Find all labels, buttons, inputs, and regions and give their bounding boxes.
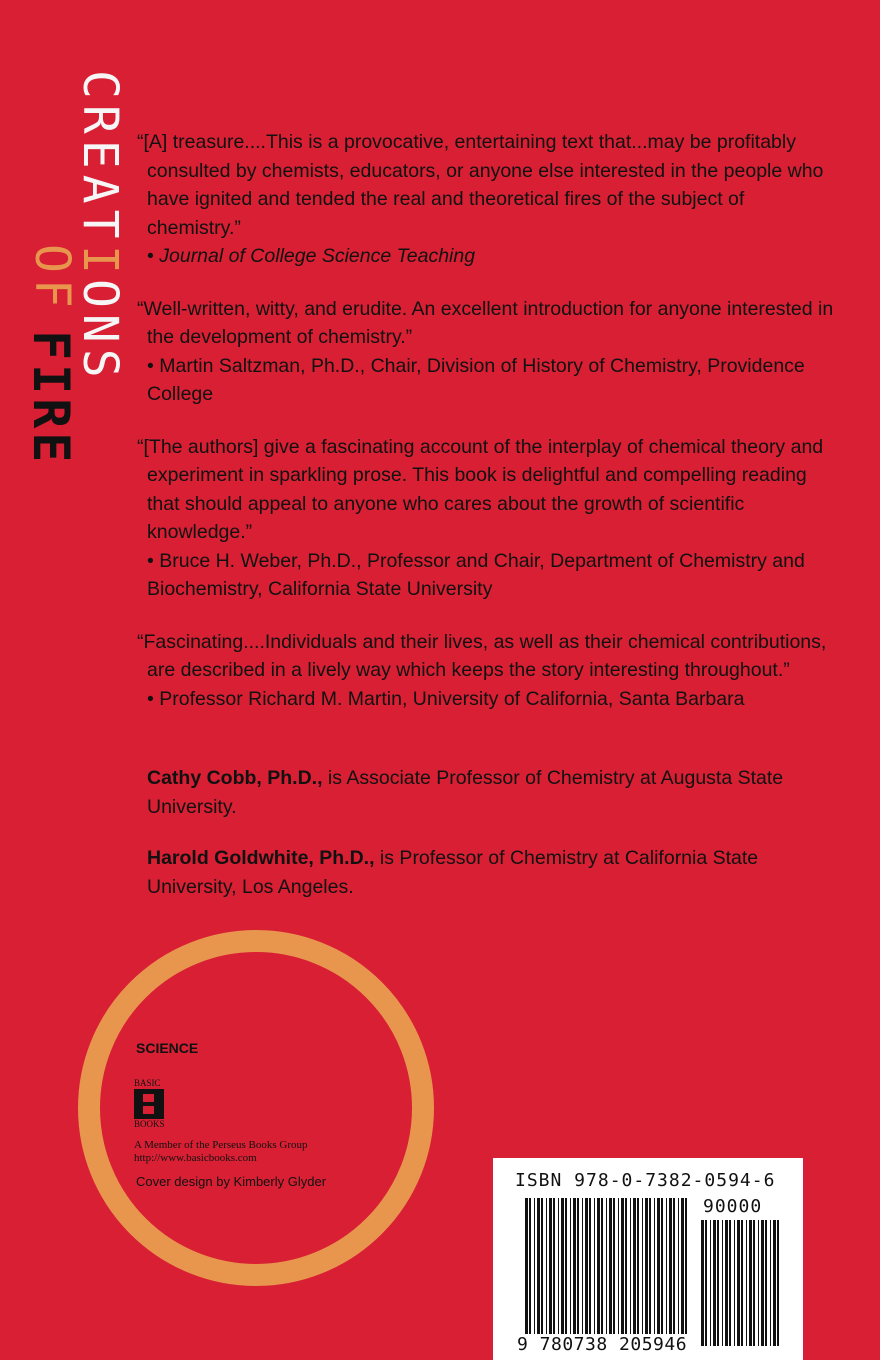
author-bio-text: is Associate Professor of Chemistry at Augusta State University.: [147, 767, 784, 818]
quote-text: “Well-written, witty, and erudite. An excellent introduction for anyone interested in the development of chemistry.”: [137, 297, 834, 348]
quote-source: • Martin Saltzman, Ph.D., Chair, Division of History of Chemistry, Providence College: [147, 354, 805, 405]
ean-barcode-icon: [525, 1198, 691, 1346]
barcode-box: [493, 1158, 803, 1360]
quote-text: “[A] treasure....This is a provocative, entertaining text that...may be profitably consulted by chemists, educators, or anyone else interested in the people who have ignited and tended the real and theoretical fires of the subject of chemistry.”: [137, 131, 824, 239]
quote-2: [137, 295, 837, 409]
logo-text-basic: BASIC: [134, 1078, 161, 1088]
publisher-member-line: A Member of the Perseus Books Group: [134, 1139, 308, 1151]
title-creations: [72, 70, 128, 385]
quote-text: “Fascinating....Individuals and their lives, as well as their chemical contributions, are described in a lively way which keeps the story interesting throughout.”: [137, 630, 827, 681]
publisher-url: http://www.basicbooks.com: [134, 1152, 257, 1164]
author-name: Cathy Cobb, Ph.D.,: [147, 767, 323, 789]
quote-1: [137, 128, 837, 271]
quote-bullet: •: [147, 245, 160, 267]
title-creations-part1: CREAT: [72, 70, 128, 245]
title-of: OF: [24, 244, 80, 314]
category-label: SCIENCE: [136, 1040, 199, 1056]
title-creations-highlight-letter: I: [72, 244, 128, 280]
basic-books-logo-icon: [134, 1089, 164, 1119]
author-bio-text: is Professor of Chemistry at California State University, Los Angeles.: [147, 847, 759, 898]
quote-source-journal: Journal of College Science Teaching: [159, 245, 476, 267]
quote-3: [137, 433, 837, 604]
quote-text: “[The authors] give a fascinating account of the interplay of chemical theory and experiment in sparkling prose. This book is delightful and compelling reading that should appeal to anyone who cares about the growth of scientific knowledge.”: [137, 435, 824, 543]
publisher-logo: [134, 1078, 164, 1129]
price-code: 90000: [703, 1196, 763, 1217]
quote-4: [137, 628, 837, 714]
endorsement-quotes: [137, 128, 837, 737]
title-fire: FIRE: [22, 330, 80, 467]
decorative-ring: [78, 930, 434, 1286]
addon-barcode-icon: [701, 1220, 781, 1346]
isbn-label: ISBN 978-0-7382-0594-6: [515, 1170, 776, 1191]
quote-source: • Bruce H. Weber, Ph.D., Professor and Chair, Department of Chemistry and Biochemistry, California State University: [147, 549, 805, 600]
quote-source: • Professor Richard M. Martin, University of California, Santa Barbara: [147, 687, 745, 710]
quote-source: [137, 242, 837, 271]
logo-text-books: BOOKS: [134, 1119, 165, 1129]
ean-digits: 9 780738 205946: [517, 1334, 688, 1355]
author-bio-cobb: [147, 764, 837, 821]
cover-design-credit: Cover design by Kimberly Glyder: [136, 1174, 327, 1189]
author-name: Harold Goldwhite, Ph.D.,: [147, 847, 375, 869]
author-bio-goldwhite: [147, 844, 837, 901]
title-creations-part2: ONS: [72, 279, 128, 385]
